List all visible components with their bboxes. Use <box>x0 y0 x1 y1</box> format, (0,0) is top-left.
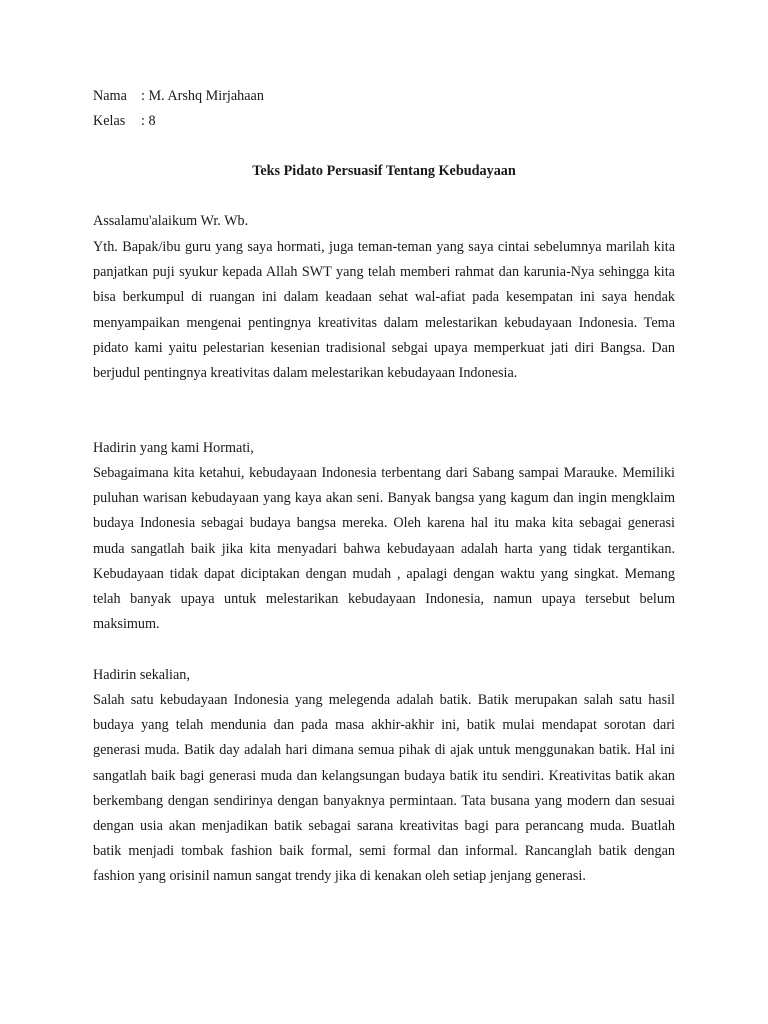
document-title: Teks Pidato Persuasif Tentang Kebudayaan <box>252 163 516 179</box>
name-line <box>93 84 264 109</box>
class-label: Kelas <box>93 113 126 129</box>
paragraph-batik: Salah satu kebudayaan Indonesia yang melegenda adalah batik. Batik merupakan salah satu hasil budaya yang telah mendunia dan pada masa akhir-akhir ini, batik mulai mendapat sorotan dari generasi muda. Batik day adalah hari dimana semua pihak di ajak untuk menggunakan batik. Hal ini sangatlah baik bagi generasi muda dan kelangsungan budaya batik itu sendiri. Kreativitas batik akan berkembang dengan sendirinya dengan banyaknya permintaan. Tata busana yang modern dan sesuai dengan usia akan menjadikan batik sebagai sarana kreativitas bagi para perancang muda. Buatlah batik menjadi tombak fashion baik formal, semi formal dan informal. Rancanglah batik dengan fashion yang orisinil namun sangat trendy jika di kenakan oleh setiap jenjang generasi. <box>93 692 675 885</box>
salutation-audience: Hadirin sekalian, <box>93 667 190 683</box>
class-value: : 8 <box>141 113 156 129</box>
salutation-honored: Hadirin yang kami Hormati, <box>93 440 254 456</box>
paragraph-opening: Yth. Bapak/ibu guru yang saya hormati, juga teman-teman yang saya cintai sebelumnya marilah kita panjatkan puji syukur kepada Allah SWT yang telah memberi rahmat dan karunia-Nya sehingga kita bisa berkumpul di ruangan ini dalam keadaan sehat wal-afiat pada kesempatan ini saya hendak menyampaikan mengenai pentingnya kreativitas dalam melestarikan kebudayaan Indonesia. Tema pidato kami yaitu pelestarian kesenian tradisional sebgai upaya memperkuat jati diri Bangsa. Dan berjudul pentingnya kreativitas dalam melestarikan kebudayaan Indonesia. <box>93 239 675 382</box>
greeting: Assalamu'alaikum Wr. Wb. <box>93 213 249 229</box>
name-value: : M. Arshq Mirjahaan <box>141 88 264 104</box>
paragraph-heritage: Sebagaimana kita ketahui, kebudayaan Indonesia terbentang dari Sabang sampai Marauke. Memiliki puluhan warisan kebudayaan yang kaya akan seni. Banyak bangsa yang kagum dan ingin mengklaim budaya Indonesia sebagai budaya bangsa mereka. Oleh karena hal itu maka kita sebagai generasi muda sangatlah baik jika kita menyadari bahwa kebudayaan adalah harta yang tidak tergantikan. Kebudayaan tidak dapat diciptakan dengan mudah , apalagi dengan waktu yang singkat. Memang telah banyak upaya untuk melestarikan kebudayaan Indonesia, namun upaya tersebut belum maksimum. <box>93 465 675 633</box>
name-label: Nama <box>93 88 127 104</box>
class-line <box>93 109 156 134</box>
